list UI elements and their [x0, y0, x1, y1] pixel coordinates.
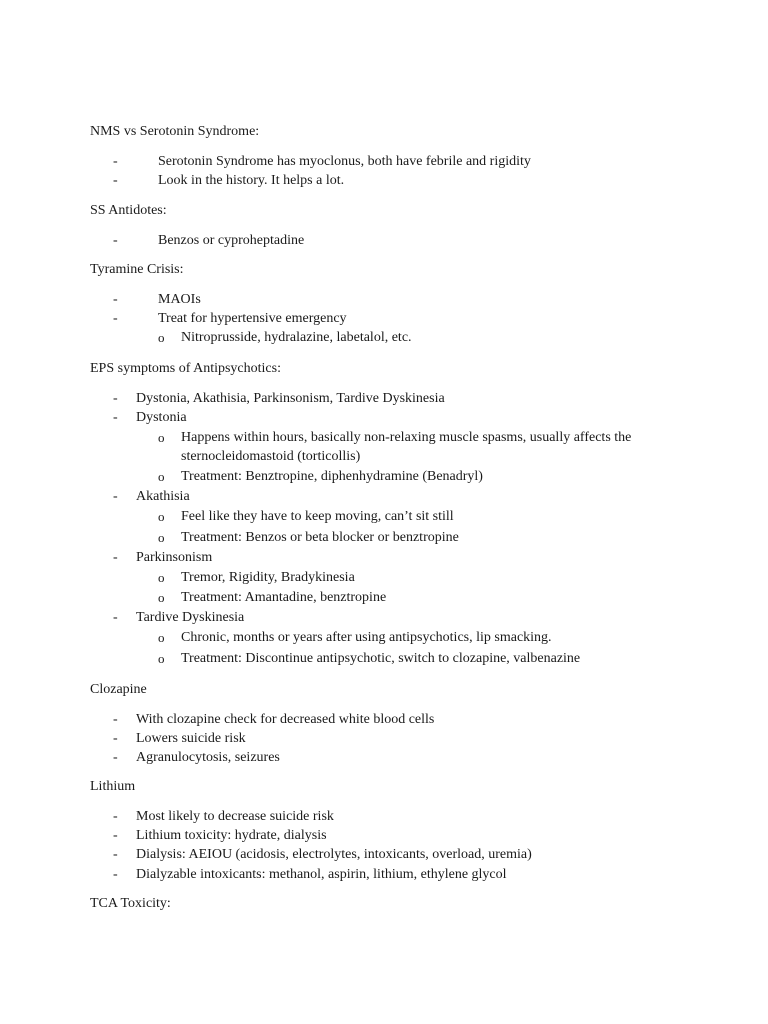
sub-list-item-text: Treatment: Benzos or beta blocker or benztropine [181, 530, 459, 545]
circle-bullet: o [158, 430, 165, 445]
sub-list-item-text: Nitroprusside, hydralazine, labetalol, etc. [181, 330, 412, 345]
list-item-text: Dialysis: AEIOU (acidosis, electrolytes, intoxicants, overload, uremia) [136, 847, 532, 862]
dash-bullet: - [113, 847, 118, 862]
sub-list-item-text: Treatment: Amantadine, benztropine [181, 590, 387, 605]
dash-bullet: - [113, 292, 118, 307]
section-heading: TCA Toxicity: [90, 896, 171, 911]
section-heading: Lithium [90, 779, 136, 794]
circle-bullet: o [158, 330, 165, 345]
dash-bullet: - [113, 867, 118, 882]
list-item-text: With clozapine check for decreased white blood cells [136, 712, 435, 727]
section-heading: SS Antidotes: [90, 203, 167, 218]
sub-list-item-text: sternocleidomastoid (torticollis) [181, 449, 361, 464]
dash-bullet: - [113, 550, 118, 565]
section-heading: Tyramine Crisis: [90, 262, 184, 277]
list-item-text: Tardive Dyskinesia [136, 610, 245, 625]
list-item-text: Agranulocytosis, seizures [136, 750, 280, 765]
sub-list-item-text: Treatment: Benztropine, diphenhydramine (Benadryl) [181, 469, 483, 484]
dash-bullet: - [113, 233, 118, 248]
section-heading: EPS symptoms of Antipsychotics: [90, 361, 281, 376]
circle-bullet: o [158, 651, 165, 666]
list-item-text: Dystonia, Akathisia, Parkinsonism, Tardive Dyskinesia [136, 391, 445, 406]
list-item-text: Lowers suicide risk [136, 731, 246, 746]
circle-bullet: o [158, 590, 165, 605]
list-item-text: Dialyzable intoxicants: methanol, aspirin, lithium, ethylene glycol [136, 867, 507, 882]
circle-bullet: o [158, 469, 165, 484]
list-item-text: Most likely to decrease suicide risk [136, 809, 334, 824]
sub-list-item-text: Treatment: Discontinue antipsychotic, switch to clozapine, valbenazine [181, 651, 581, 666]
dash-bullet: - [113, 173, 118, 188]
circle-bullet: o [158, 570, 165, 585]
section-heading: NMS vs Serotonin Syndrome: [90, 124, 260, 139]
list-item-text: Lithium toxicity: hydrate, dialysis [136, 828, 327, 843]
dash-bullet: - [113, 489, 118, 504]
circle-bullet: o [158, 530, 165, 545]
dash-bullet: - [113, 828, 118, 843]
list-item-text: Treat for hypertensive emergency [158, 311, 347, 326]
dash-bullet: - [113, 410, 118, 425]
dash-bullet: - [113, 154, 118, 169]
dash-bullet: - [113, 809, 118, 824]
dash-bullet: - [113, 731, 118, 746]
sub-list-item-text: Chronic, months or years after using antipsychotics, lip smacking. [181, 630, 552, 645]
sub-list-item-text: Happens within hours, basically non-relaxing muscle spasms, usually affects the [181, 430, 632, 445]
list-item-text: Serotonin Syndrome has myoclonus, both have febrile and rigidity [158, 154, 531, 169]
list-item-text: MAOIs [158, 292, 201, 307]
circle-bullet: o [158, 630, 165, 645]
circle-bullet: o [158, 509, 165, 524]
dash-bullet: - [113, 391, 118, 406]
dash-bullet: - [113, 750, 118, 765]
list-item-text: Benzos or cyproheptadine [158, 233, 305, 248]
dash-bullet: - [113, 311, 118, 326]
sub-list-item-text: Tremor, Rigidity, Bradykinesia [181, 570, 355, 585]
list-item-text: Parkinsonism [136, 550, 213, 565]
list-item-text: Dystonia [136, 410, 187, 425]
dash-bullet: - [113, 712, 118, 727]
dash-bullet: - [113, 610, 118, 625]
list-item-text: Akathisia [136, 489, 190, 504]
list-item-text: Look in the history. It helps a lot. [158, 173, 345, 188]
sub-list-item-text: Feel like they have to keep moving, can’t sit still [181, 509, 454, 524]
section-heading: Clozapine [90, 682, 147, 697]
